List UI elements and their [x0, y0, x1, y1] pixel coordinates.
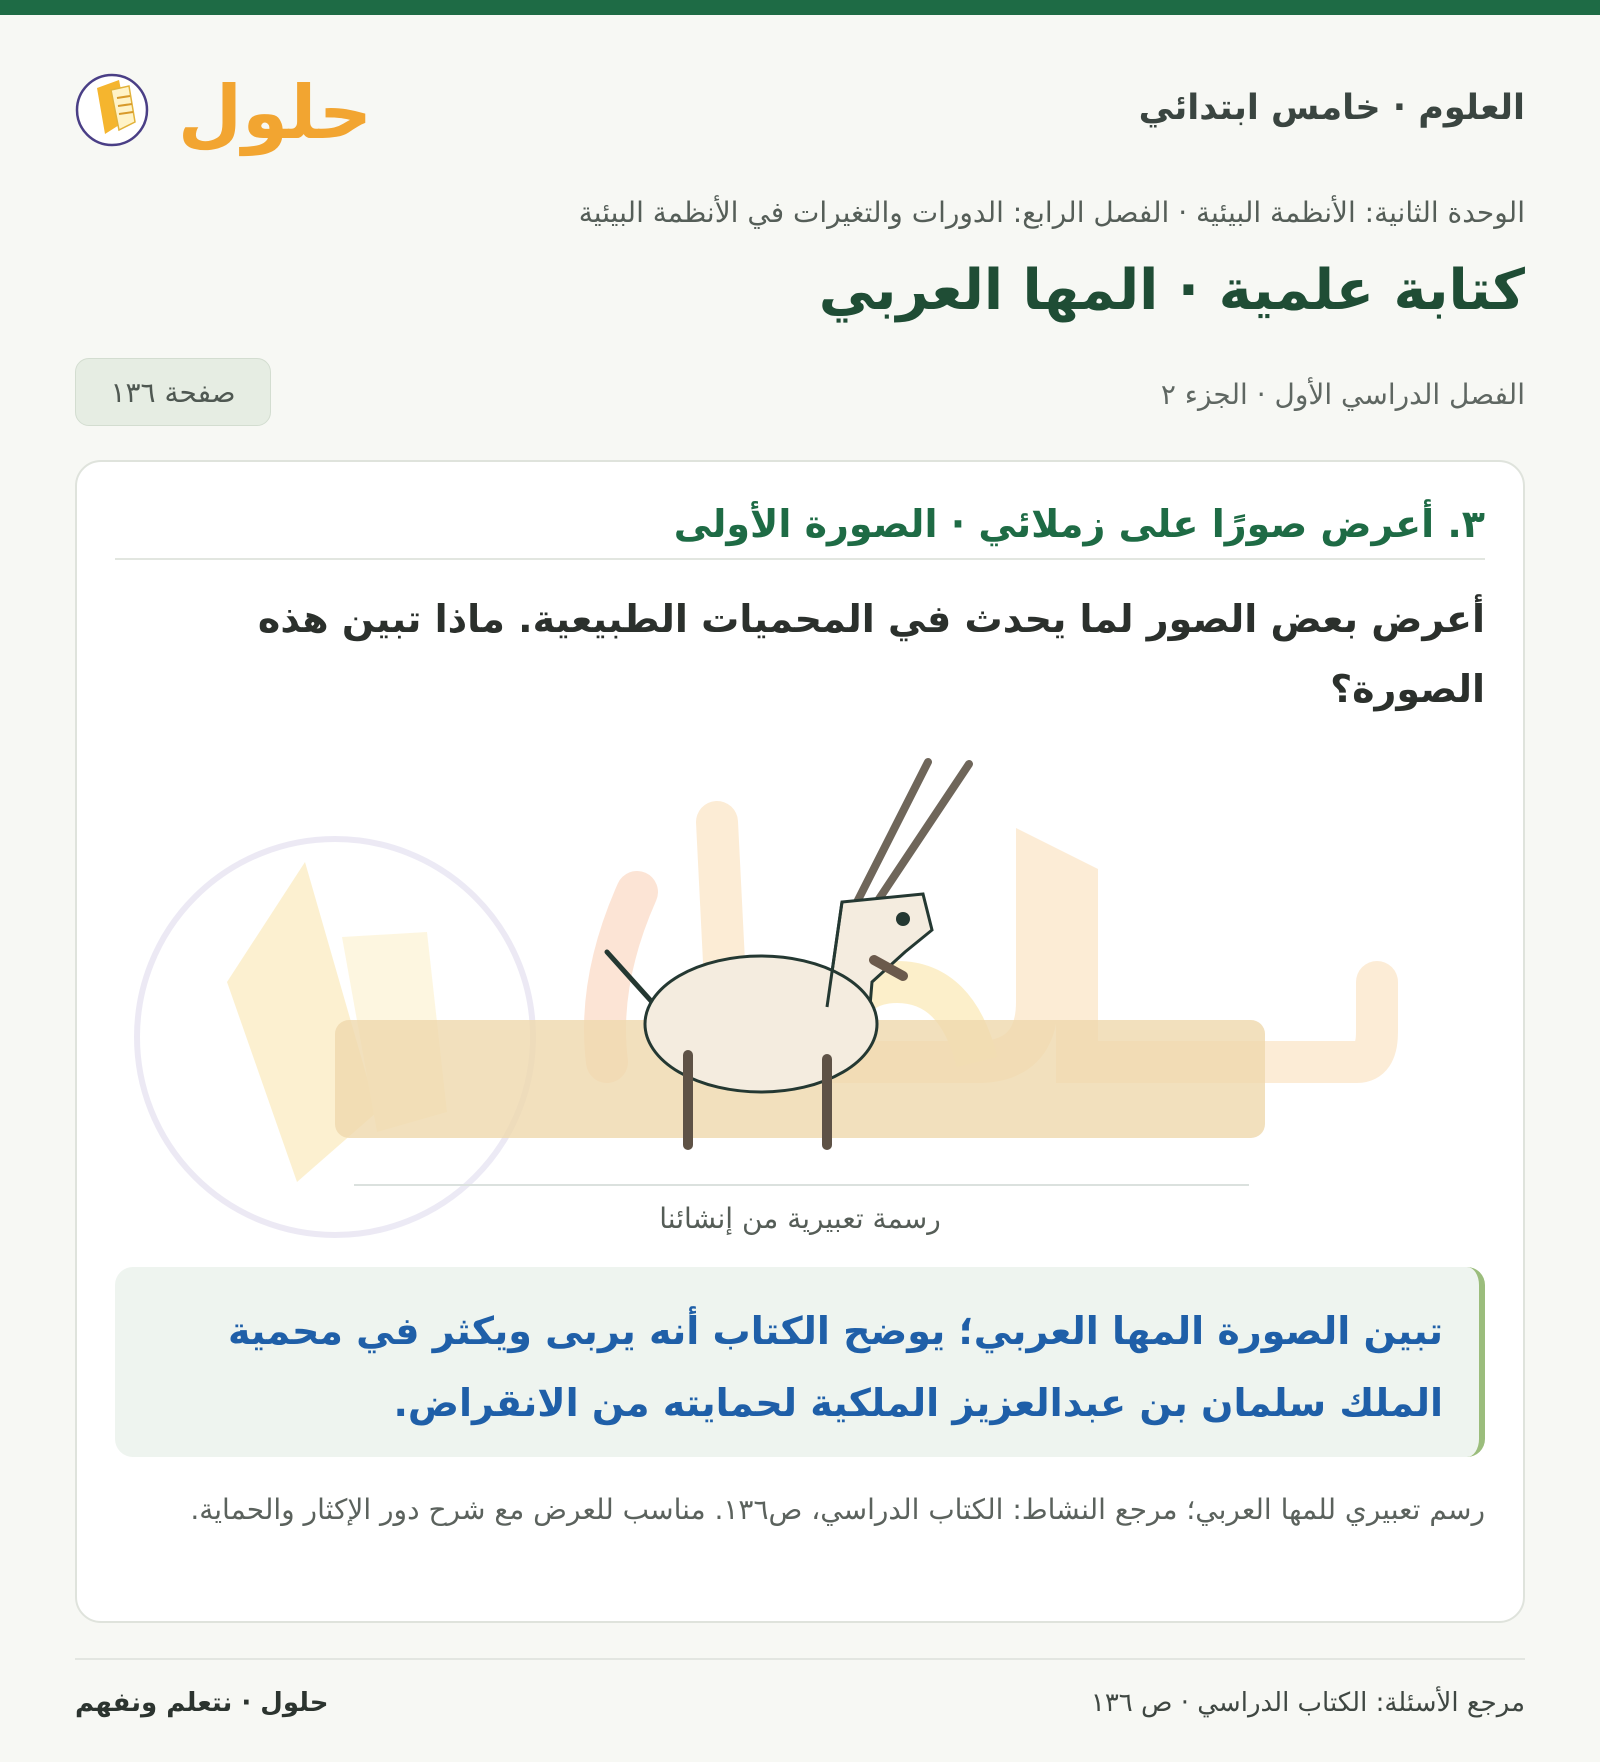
footer-reference: مرجع الأسئلة: الكتاب الدراسي · ص ١٣٦ [1090, 1688, 1525, 1718]
note-text: رسم تعبيري للمها العربي؛ مرجع النشاط: الكتاب الدراسي، ص١٣٦. مناسب للعرض مع شرح دور الإكثار والحماية. [190, 1493, 1485, 1526]
site-logo[interactable] [75, 50, 373, 170]
oryx-body [645, 956, 877, 1092]
logo-text: حلول [177, 70, 373, 156]
question-text: أعرض بعض الصور لما يحدث في المحميات الطبيعية. ماذا تبين هذه الصورة؟ [257, 597, 1485, 711]
book-circle-icon [77, 75, 147, 145]
subject-label: العلوم · خامس ابتدائي [1138, 88, 1525, 128]
page-number-badge: صفحة ١٣٦ [75, 358, 271, 426]
footer-divider [75, 1658, 1525, 1660]
breadcrumb: الوحدة الثانية: الأنظمة البيئية · الفصل الرابع: الدورات والتغيرات في الأنظمة البيئية [578, 196, 1525, 229]
top-accent-bar [0, 0, 1600, 15]
exercise-card [75, 460, 1525, 1623]
header [75, 40, 1525, 180]
footer-brand: حلول · نتعلم ونفهم [75, 1688, 329, 1718]
semester-label: الفصل الدراسي الأول · الجزء ٢ [1160, 378, 1525, 411]
answer-box: تبين الصورة المها العربي؛ يوضح الكتاب أنه يربى ويكثر في محمية الملك سلمان بن عبدالعزيز الملكية لحمايته من الانقراض. [115, 1267, 1485, 1457]
oryx-eye [896, 912, 910, 926]
figure-caption: رسمة تعبيرية من إنشائنا [659, 1202, 941, 1235]
page-title: كتابة علمية · المها العربي [818, 258, 1525, 323]
exercise-heading: ٣. أعرض صورًا على زملائي · الصورة الأولى [673, 502, 1485, 546]
